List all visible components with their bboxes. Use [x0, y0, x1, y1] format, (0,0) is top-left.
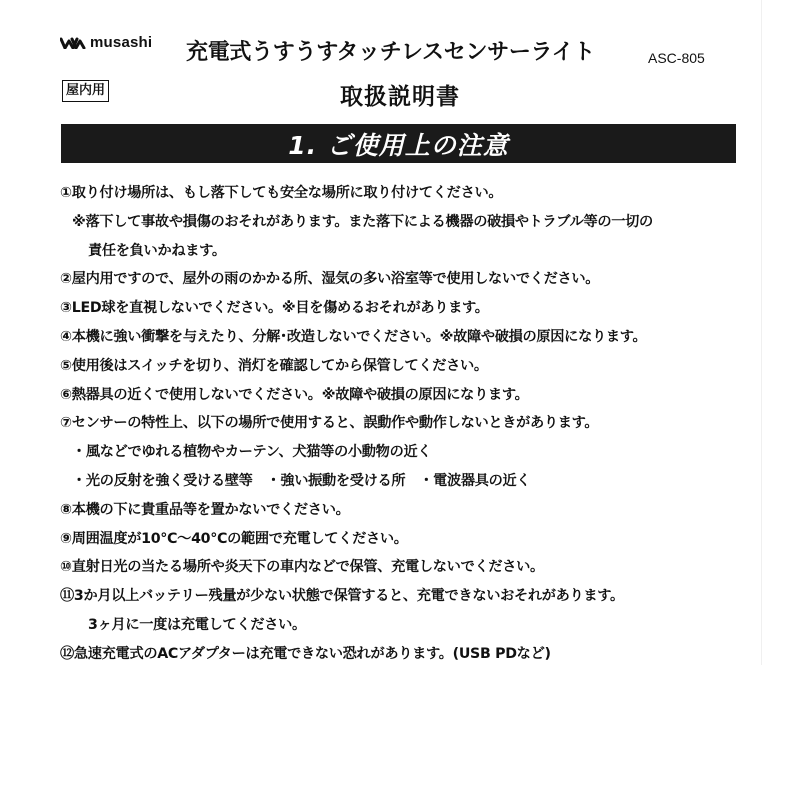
- item-text: センサーの特性上、以下の場所で使用すると、誤動作や動作しないときがあります。: [71, 415, 599, 432]
- precaution-note: ・風などでゆれる植物やカーテン、犬猫等の小動物の近く: [72, 444, 432, 461]
- item-number: ⑦: [60, 415, 72, 432]
- item-text: 取り付け場所は、もし落下しても安全な場所に取り付けてください。: [71, 185, 503, 201]
- model-number: ASC-805: [648, 50, 705, 66]
- precaution-item: [60, 582, 750, 611]
- section-title: 1. ご使用上の注意: [288, 130, 509, 160]
- brand-name: musashi: [90, 34, 153, 51]
- item-number: ⑨: [60, 530, 72, 547]
- item-number: ②: [60, 271, 72, 288]
- item-text: 3か月以上バッテリー残量が少ない状態で保管すると、充電できないおそれがあります。: [73, 588, 624, 605]
- precaution-item: [60, 496, 750, 525]
- item-number: ⑫: [60, 645, 74, 662]
- precaution-note: 責任を負いかねます。: [88, 242, 226, 259]
- item-number: ①: [60, 185, 72, 201]
- precaution-note: ・光の反射を強く受ける壁等 ・強い振動を受ける所 ・電波器具の近く: [72, 472, 531, 489]
- item-number: ⑤: [60, 357, 72, 374]
- precaution-note: 3ヶ月に一度は充電してください。: [88, 616, 306, 633]
- precaution-item: [60, 525, 750, 554]
- precaution-note: ※落下して事故や損傷のおそれがあります。また落下による機器の破損やトラブル等の一切の: [72, 213, 653, 230]
- precaution-item: [60, 409, 750, 438]
- item-text: 屋内用ですので、屋外の雨のかかる所、湿気の多い浴室等で使用しないでください。: [71, 271, 600, 288]
- item-number: ⑥: [60, 386, 72, 403]
- product-name: 充電式うすうすタッチレスセンサーライト: [186, 40, 596, 65]
- musashi-logo-icon: [60, 37, 86, 49]
- item-text: 直射日光の当たる場所や炎天下の車内などで保管、充電しないでください。: [71, 559, 544, 576]
- brand-logo: [60, 34, 152, 51]
- precaution-item: [60, 640, 750, 669]
- item-text: LED球を直視しないでください。※目を傷めるおそれがあります。: [71, 300, 489, 317]
- precaution-item: [60, 381, 750, 410]
- precaution-item: [60, 294, 750, 323]
- item-text: 熱器具の近くで使用しないでください。※故障や破損の原因になります。: [71, 386, 529, 403]
- precaution-item: [60, 265, 750, 294]
- precaution-item: [60, 323, 750, 352]
- item-number: ④: [60, 328, 72, 345]
- item-text: 使用後はスイッチを切り、消灯を確認してから保管してください。: [71, 357, 488, 374]
- precaution-item: [60, 179, 750, 208]
- item-number: ③: [60, 300, 72, 317]
- item-text: 本機の下に貴重品等を置かないでください。: [71, 501, 350, 518]
- item-number: ⑧: [60, 501, 72, 518]
- precaution-item: [60, 553, 750, 582]
- item-number: ⑪: [60, 588, 74, 605]
- item-text: 急速充電式のACアダプターは充電できない恐れがあります。(USB PDなど): [73, 645, 551, 662]
- section-header: [61, 124, 736, 163]
- item-text: 周囲温度が10℃～40℃の範囲で充電してください。: [71, 530, 408, 547]
- page-edge-divider: [761, 0, 762, 665]
- document-title: 取扱説明書: [340, 84, 460, 110]
- precaution-item: [60, 352, 750, 381]
- item-number: ⑩: [60, 559, 72, 576]
- item-text: 本機に強い衝撃を与えたり、分解･改造しないでください。※故障や破損の原因になります。: [71, 328, 647, 345]
- indoor-use-badge: 屋内用: [62, 80, 109, 102]
- precautions-list: [60, 179, 750, 669]
